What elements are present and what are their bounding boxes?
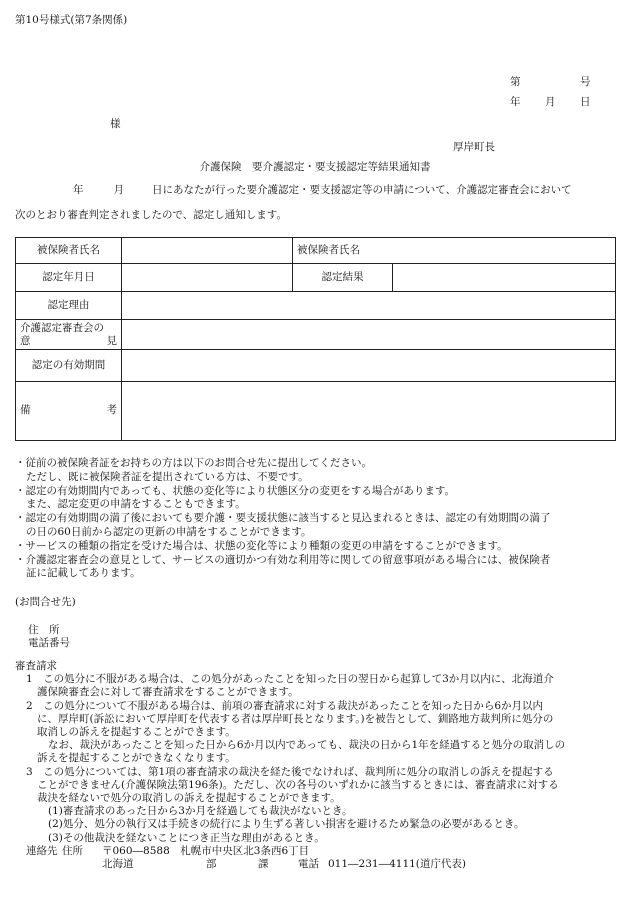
opinion-value bbox=[122, 320, 616, 350]
issuer: 厚岸町長 bbox=[453, 141, 495, 153]
contact-section: 課 bbox=[258, 858, 269, 871]
document-title: 介護保険 要介護認定・要支援認定等結果通知書 bbox=[199, 161, 431, 173]
review-line: 2 この処分について不服がある場合は、前項の審査請求に対する裁決があったことを知った日から6か月以内 bbox=[26, 699, 544, 712]
intro-year: 年 bbox=[73, 184, 84, 196]
review-line: に、厚岸町(訴訟において厚岸町を代表する者は厚岸町長となります。)を被告として、釧路地方裁判所に処分の bbox=[37, 712, 554, 725]
intro-text: 日にあなたが行った要介護認定・要支援認定等の申請について、介護認定審査会において bbox=[152, 184, 572, 196]
note-line: ・認定の有効期間の満了後においても要介護・要支援状態に該当すると見込まれるときは、認定の有効期間の満了 bbox=[15, 512, 551, 525]
review-section bbox=[15, 660, 620, 871]
opinion-label-line-1: 介護認定審査会の bbox=[20, 321, 104, 334]
opinion-label bbox=[16, 320, 122, 350]
cert-date-label: 認定年月日 bbox=[16, 264, 122, 292]
inquiry-address-label: 住 所 bbox=[28, 624, 60, 636]
cert-reason-value bbox=[122, 292, 616, 320]
inquiry-phone-label: 電話番号 bbox=[28, 637, 70, 649]
review-line: 取消しの訴えを提起することができます。 bbox=[37, 726, 236, 739]
review-line: (3)その他裁決を経ないことにつき正当な理由があるとき。 bbox=[48, 831, 325, 844]
date-year-label: 年 bbox=[510, 96, 521, 108]
contact-phone: 011―231―4111(道庁代表) bbox=[328, 858, 466, 871]
notes-section bbox=[15, 457, 620, 581]
contact-label: 連絡先 bbox=[26, 844, 58, 857]
note-line: ・介護認定審査会の意見として、サービスの適切かつ有効な利用等に関しての留意事項がある場合には、被保険者 bbox=[15, 553, 551, 566]
form-number: 第10号様式(第7条関係) bbox=[15, 14, 128, 26]
note-line: の日の60日前から認定の更新の申請をすることができます。 bbox=[26, 525, 312, 538]
review-line: 護保険審査会に対して審査請求をすることができます。 bbox=[37, 686, 299, 699]
review-line: 訴えを提起することができなくなります。 bbox=[37, 752, 236, 765]
validity-label: 認定の有効期間 bbox=[16, 350, 122, 382]
contact-dept: 部 bbox=[206, 858, 217, 871]
contact-address-label: 住所 bbox=[62, 844, 83, 857]
document-number-suffix: 号 bbox=[580, 76, 591, 88]
intro-line-2: 次のとおり審査判定されましたので、認定し通知します。 bbox=[15, 209, 287, 221]
note-line: ただし、既に被保険者証を提出されている方は、不要です。 bbox=[26, 470, 309, 483]
remarks-label-char-1: 備 bbox=[20, 404, 31, 417]
contact-phone-label: 電話 bbox=[298, 858, 319, 871]
review-line: 1 この処分に不服がある場合は、この処分があったことを知った日の翌日から起算して3か月以内に、北海道介 bbox=[26, 673, 554, 686]
contact-org-line bbox=[15, 858, 620, 871]
date-month-label: 月 bbox=[545, 96, 556, 108]
addressee-suffix: 様 bbox=[110, 118, 121, 130]
note-line: ・認定の有効期間内であっても、状態の変化等により状態区分の変更をする場合があります。 bbox=[15, 484, 456, 497]
review-line: (1)審査請求のあった日から3か月を経過しても裁決がないとき。 bbox=[48, 805, 353, 818]
insured-name-value bbox=[122, 238, 293, 264]
opinion-label-char-1: 意 bbox=[20, 334, 31, 347]
note-line: ・サービスの種類の指定を受けた場合は、状態の変化等により種類の変更の申請をすることができます。 bbox=[15, 539, 508, 552]
review-heading: 審査請求 bbox=[15, 660, 57, 672]
validity-value bbox=[122, 350, 616, 382]
contact-org: 北海道 bbox=[102, 858, 134, 871]
cert-result-value bbox=[393, 264, 616, 292]
cert-reason-label: 認定理由 bbox=[16, 292, 122, 320]
review-line: なお、裁決があったことを知った日から6か月以内であっても、裁決の日から1年を経過すると処分の取消しの bbox=[48, 739, 566, 752]
cert-date-value bbox=[122, 264, 293, 292]
review-line: ことができません(介護保険法第196条)。ただし、次の各号のいずれかに該当するときには、審査請求に対する bbox=[37, 778, 559, 791]
document-number-label: 第 bbox=[510, 76, 521, 88]
insured-name-label: 被保険者氏名 bbox=[16, 238, 122, 264]
remarks-label-char-2: 考 bbox=[106, 404, 117, 417]
inquiry-heading: (お問合せ先) bbox=[15, 596, 76, 608]
opinion-label-char-2: 見 bbox=[106, 334, 117, 347]
contact-address-line bbox=[15, 845, 620, 858]
remarks-value bbox=[122, 382, 616, 441]
review-line: 3 この処分については、第1項の審査請求の裁決を経た後でなければ、裁判所に処分の取消しの訴えを提起する bbox=[26, 765, 554, 778]
cert-result-label: 認定結果 bbox=[293, 264, 393, 292]
note-line: 証に記載してあります。 bbox=[26, 567, 141, 580]
review-line: (2)処分、処分の執行又は手続きの続行により生ずる著しい損害を避けるため緊急の必要があるとき。 bbox=[48, 818, 525, 831]
contact-address: 〒060―8588 札幌市中央区北3条西6丁目 bbox=[102, 844, 310, 857]
certification-table bbox=[15, 237, 616, 441]
intro-line-1 bbox=[15, 184, 572, 197]
note-line: ・従前の被保険者証をお持ちの方は以下のお問合せ先に提出してください。 bbox=[15, 457, 372, 469]
date-day-label: 日 bbox=[580, 96, 591, 108]
insured-name-label-right: 被保険者氏名 bbox=[293, 238, 616, 264]
note-line: また、認定変更の申請をすることもできます。 bbox=[26, 498, 246, 511]
remarks-label bbox=[16, 382, 122, 441]
review-line: 裁決を経ないで処分の取消しの訴えを提起することができます。 bbox=[37, 792, 341, 805]
intro-month: 月 bbox=[113, 184, 124, 196]
